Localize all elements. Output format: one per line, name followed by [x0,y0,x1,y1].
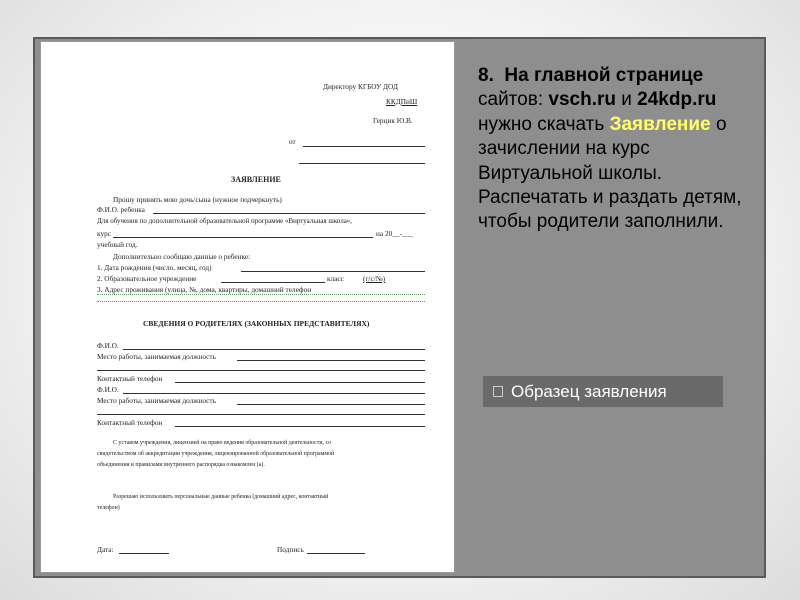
instruction-text [478,64,748,235]
checkbox-icon [493,386,503,397]
underline [119,553,169,554]
underline [241,271,425,272]
instruction-segment: 24kdp.ru [637,89,717,111]
consent-paragraph-line: свидетельством об аккредитации учреждения, лицензированной образовательной программой [97,451,335,457]
header-line: Директору КГБОУ ДОД [323,82,398,91]
underline [97,370,425,371]
intro-line: Прошу принять мою дочь/сына (нужное подчеркнуть) [113,195,282,204]
list-item: 3. Адрес проживания (улица, №, дома, квартиры, домашний телефон [97,285,312,294]
underline [307,553,365,554]
instruction-segment: На главной странице [504,65,704,86]
data-consent-line: телефон) [97,505,120,511]
child-name-label: Ф.И.О. ребенка [97,205,145,214]
parent-field-label: Контактный телефон [97,374,163,383]
year-label: учебный год. [97,240,138,249]
underline [97,414,425,415]
underline [303,146,425,147]
class-label: класс [327,274,344,283]
header-line: Герцик Ю.В. [373,116,413,125]
date-label: Дата: [97,545,114,554]
underline [221,282,325,283]
extra-info-label: Дополнительно сообщаю данные о ребенке: [113,252,251,261]
instruction-segment: vsch.ru [548,89,616,111]
sample-application-link[interactable] [483,376,723,407]
underline [175,382,425,383]
parent-field-label: Ф.И.О. [97,385,119,394]
course-label: курс [97,229,111,238]
underline [153,213,425,214]
document-title: ЗАЯВЛЕНИЕ [231,175,281,184]
consent-paragraph-line: С уставом учреждения, лицензией на право ведения образовательной деятельности, со [113,440,331,446]
parent-field-label: Ф.И.О. [97,341,119,350]
course-line: Для обучения по дополнительной образовательной программе «Виртуальная школа», [97,217,353,225]
year-mark: на 20__-___ [376,229,413,238]
instruction-segment: нужно скачать [478,113,610,135]
signature-label: Подпись [277,545,304,554]
sample-application-label: Образец заявления [511,382,667,401]
underline [123,393,425,394]
dotted-line [97,301,425,302]
underline [237,404,425,405]
underline [123,349,425,350]
parent-field-label: Место работы, занимаемая должность [97,396,216,405]
underline [299,163,425,164]
parent-field-label: Контактный телефон [97,418,163,427]
list-item: 2. Образовательное учреждение [97,274,197,283]
parents-section-title: СВЕДЕНИЯ О РОДИТЕЛЯХ (ЗАКОННЫХ ПРЕДСТАВИТЕЛЯХ) [143,319,370,328]
underline [175,426,425,427]
data-consent-line: Разрешаю использовать персональные данные ребенка (домашний адрес, контактный [113,494,329,500]
header-line: ККДПиШ [386,97,418,106]
underline [113,237,373,238]
instruction-segment: и [615,89,638,111]
highlighted-term: Заявление [609,113,711,135]
dotted-line [97,294,425,295]
list-item: 1. Дата рождения (число, месяц, год) [97,263,212,272]
header-line: от [289,137,296,146]
underline [237,360,425,361]
step-number: 8. [478,65,494,86]
instruction-segment: сайтов: [478,89,549,111]
consent-paragraph-line: объединения и правилами внутреннего распорядка ознакомлен (а). [97,462,265,468]
class-suffix: (г/с/№) [363,274,386,283]
instruction-segment: о зачислении на курс Виртуальной школы. Распечатать и раздать детям, чтобы родители заполнили. [478,113,742,233]
application-form-document [40,41,455,573]
parent-field-label: Место работы, занимаемая должность [97,352,216,361]
